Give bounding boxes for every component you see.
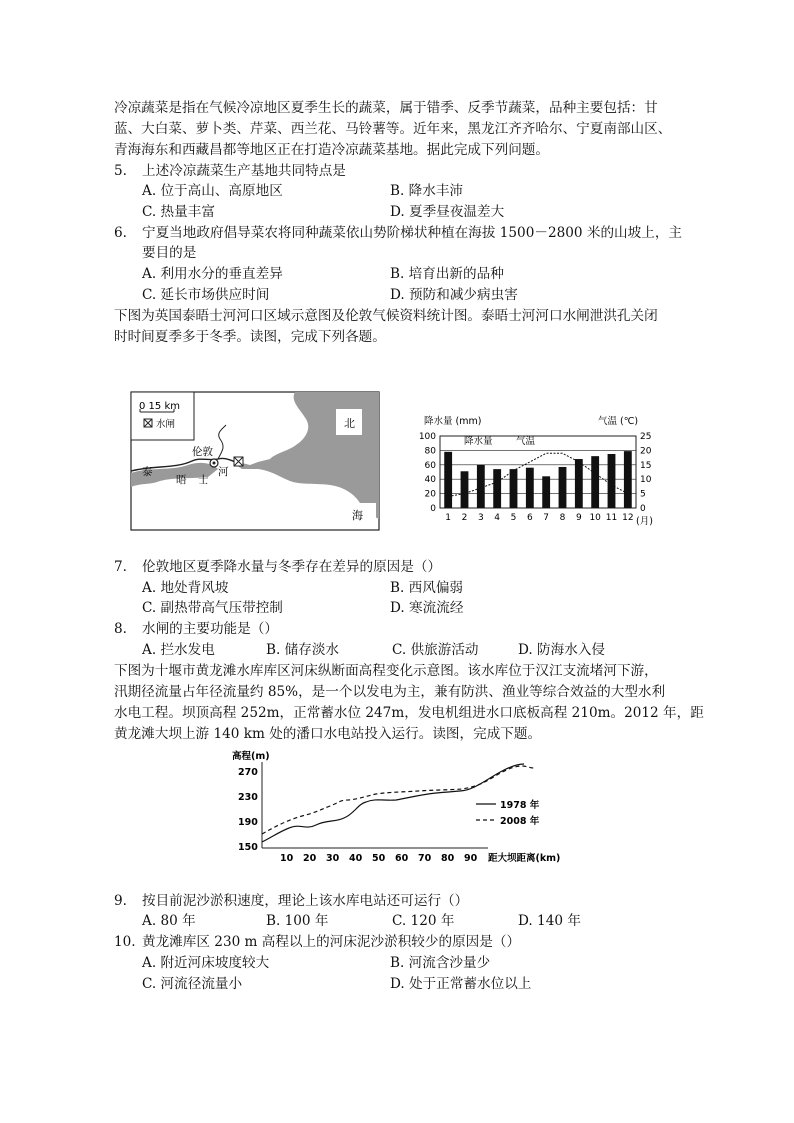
chart-bar-precip [624,451,632,508]
chart-ytick-left: 60 [424,460,436,471]
chart-xtick: 12 [622,513,634,523]
profile-legend-2008: 2008 年 [500,816,540,827]
chart-ytick-right: 15 [640,460,652,471]
profile-xtick: 10 [280,853,294,864]
chart-bar-precip [591,456,599,508]
sluice-icon [234,457,243,466]
question-number: 5. [114,163,127,179]
intro-line: 冷凉蔬菜是指在气候冷凉地区夏季生长的蔬菜，属于错季、反季节蔬菜，品种主要包括：甘 [114,100,658,116]
profile-ytick: 150 [238,842,258,853]
thames-map [130,391,380,531]
chart-xtick: 1 [445,513,452,523]
map-river-char-3: 士 [198,474,209,486]
chart-ytick-left: 0 [430,504,436,514]
map-river-char-2: 晤 [176,474,187,486]
option-b[interactable]: B. 西风偏弱 [390,580,464,596]
option-c[interactable]: C. 延长市场供应时间 [142,287,270,303]
chart-xtick: 7 [543,513,550,523]
chart-ylabel-right: 气温 (℃) [598,416,639,427]
map-scale-label: 0 15 km [139,401,180,412]
profile-xtick: 20 [303,853,317,864]
chart-ytick-right: 25 [640,432,652,442]
profile-line-1978 [262,764,524,842]
chart-legend-temp: 气温 [516,436,536,447]
question-number: 8. [114,621,127,637]
map-river-char-1: 泰 [142,466,153,478]
question-number: 9. [114,893,127,909]
option-b[interactable]: B. 降水丰沛 [390,183,464,199]
option-a[interactable]: A. 附近河床坡度较大 [142,955,270,971]
profile-xtick: 30 [326,853,340,864]
profile-xtick: 40 [349,853,363,864]
map-sea-label-sea: 海 [352,509,363,522]
question-text: 伦敦地区夏季降水量与冬季存在差异的原因是（） [142,559,442,575]
map-legend-label: 水闸 [156,419,176,430]
question-number: 10. [114,934,136,950]
chart-bar-precip [510,469,518,508]
chart-ytick-left: 40 [424,475,436,486]
intro-line: 黄龙滩大坝上游 140 km 处的潘口水电站投入运行。读图，完成下题。 [114,726,542,742]
chart-bar-precip [493,469,501,508]
profile-xtick: 60 [395,853,409,864]
option-d[interactable]: D. 处于正常蓄水位以上 [390,976,532,992]
question-text: 要目的是 [142,245,197,261]
option-d[interactable]: D. 防海水入侵 [518,642,606,658]
intro-line: 青海海东和西藏昌都等地区正在打造冷凉蔬菜基地。据此完成下列问题。 [114,142,549,158]
option-b[interactable]: B. 培育出新的品种 [390,266,504,282]
intro-line: 时时间夏季多于冬季。读图，完成下列各题。 [114,329,386,345]
option-a[interactable]: A. 地处背风坡 [142,580,229,596]
chart-xtick: 6 [526,513,533,523]
chart-ytick-left: 20 [424,489,436,500]
option-c[interactable]: C. 供旅游活动 [392,642,479,658]
chart-xtick: 10 [589,513,601,523]
chart-bar-precip [444,452,452,508]
chart-bar-precip [542,476,550,508]
chart-xtick: 3 [477,513,484,523]
option-a[interactable]: A. 拦水发电 [142,642,215,658]
option-d[interactable]: D. 预防和减少病虫害 [390,287,518,303]
profile-ytick: 270 [238,767,258,778]
chart-bar-precip [559,467,567,508]
option-a[interactable]: A. 利用水分的垂直差异 [142,266,283,282]
profile-ylabel: 高程(m) [232,751,270,762]
chart-ytick-right: 5 [640,489,646,500]
intro-line: 蓝、大白菜、萝卜类、芹菜、西兰花、马铃薯等。近年来，黑龙江齐齐哈尔、宁夏南部山区、 [114,121,672,137]
option-d[interactable]: D. 140 年 [518,913,581,929]
option-d[interactable]: D. 夏季昼夜温差大 [390,204,505,220]
chart-x-unit: (月) [636,516,653,527]
chart-ytick-right: 0 [640,504,646,514]
chart-xtick: 2 [461,513,468,523]
profile-xtick: 80 [441,853,455,864]
option-c[interactable]: C. 副热带高气压带控制 [142,600,283,616]
intro-line: 下图为英国泰晤士河河口区域示意图及伦敦气候资料统计图。泰晤士河河口水闸泄洪孔关闭 [114,308,658,324]
question-text: 上述冷凉蔬菜生产基地共同特点是 [142,163,346,179]
chart-ytick-right: 20 [640,446,652,457]
option-a[interactable]: A. 位于高山、高原地区 [142,183,283,199]
chart-bar-precip [575,459,583,508]
question-number: 6. [114,225,127,241]
chart-xtick: 9 [575,513,582,523]
chart-legend-precip: 降水量 [464,436,493,447]
profile-ytick: 230 [238,792,258,803]
chart-xtick: 8 [559,513,566,523]
chart-bar-precip [608,454,616,508]
chart-xtick: 11 [605,513,618,523]
option-b[interactable]: B. 100 年 [266,913,329,929]
chart-ylabel-left: 降水量 (mm) [424,416,482,427]
chart-line-temp [448,453,628,496]
question-text: 黄龙滩库区 230 m 高程以上的河床泥沙淤积较少的原因是（） [142,934,521,950]
profile-xlabel: 距大坝距离(km) [488,853,561,864]
option-a[interactable]: A. 80 年 [142,913,196,929]
map-sea-label-north: 北 [344,417,355,430]
chart-bar-precip [526,468,534,508]
intro-line: 水电工程。坝顶高程 252m，正常蓄水位 247m，发电机组进水口底板高程 210m。2012 年，距 [114,705,704,721]
profile-xtick: 90 [464,853,478,864]
chart-ytick-left: 100 [418,432,436,442]
option-b[interactable]: B. 储存淡水 [266,642,340,658]
riverbed-profile-chart [226,748,566,866]
intro-line: 汛期径流量占年径流量约 85%，是一个以发电为主，兼有防洪、渔业等综合效益的大型水利 [114,684,666,700]
option-d[interactable]: D. 寒流流经 [390,600,464,616]
option-c[interactable]: C. 河流径流量小 [142,976,243,992]
question-text: 水闸的主要功能是（） [142,621,278,637]
question-number: 7. [114,559,127,575]
profile-xtick: 70 [418,853,432,864]
option-c[interactable]: C. 120 年 [392,913,455,929]
climate-chart [418,410,664,530]
map-city-label: 伦敦 [192,446,213,458]
question-text: 按目前泥沙淤积速度，理论上该水库电站还可运行（） [142,893,469,909]
chart-ytick-right: 10 [640,475,652,486]
profile-xtick: 50 [372,853,386,864]
question-text: 宁夏当地政府倡导菜农将同种蔬菜依山势阶梯状种植在海拔 1500－2800 米的山坡上，主 [142,225,683,241]
map-river-char-4: 河 [218,466,229,478]
option-c[interactable]: C. 热量丰富 [142,204,215,220]
intro-line: 下图为十堰市黄龙滩水库库区河床纵断面高程变化示意图。该水库位于汉江支流堵河下游， [114,663,658,679]
profile-legend-1978: 1978 年 [500,800,540,811]
chart-xtick: 4 [494,513,501,523]
chart-ytick-left: 80 [424,446,436,457]
chart-bar-precip [461,471,469,508]
profile-ytick: 190 [238,817,258,828]
chart-xtick: 5 [510,513,517,523]
option-b[interactable]: B. 河流含沙量少 [390,955,491,971]
